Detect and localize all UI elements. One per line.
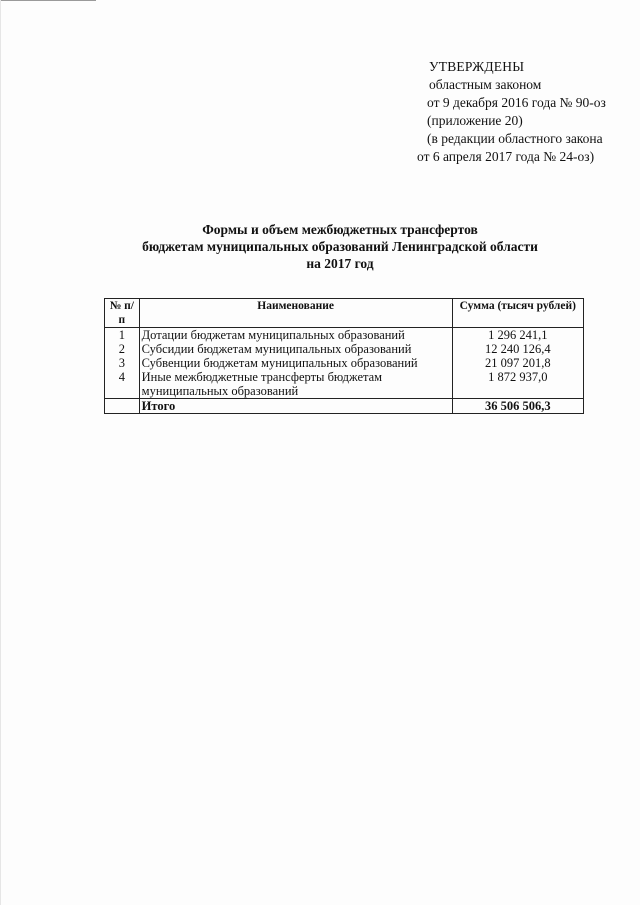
row-name: Дотации бюджетам муниципальных образований [139, 328, 452, 343]
row-sum: 12 240 126,4 [452, 342, 583, 356]
table-row [105, 370, 584, 399]
row-sum: 21 097 201,8 [452, 356, 583, 370]
row-num: 4 [105, 370, 140, 399]
transfers-table [104, 298, 584, 414]
scan-artifact-edge [0, 0, 1, 905]
table-total-row [105, 399, 584, 414]
approval-line-1: УТВЕРЖДЕНЫ [429, 59, 525, 74]
row-num: 3 [105, 356, 140, 370]
scan-artifact-line [0, 0, 96, 1]
approval-line-5: (в редакции областного закона [427, 131, 603, 146]
total-num [105, 399, 140, 414]
row-num: 2 [105, 342, 140, 356]
title-line-2: бюджетам муниципальных образований Ленинградской области [142, 239, 538, 254]
approval-line-6: от 6 апреля 2017 года № 24-оз) [417, 149, 595, 164]
total-sum: 36 506 506,3 [452, 399, 583, 414]
approval-line-2: областным законом [429, 77, 542, 92]
title-line-1: Формы и объем межбюджетных трансфертов [202, 222, 478, 237]
row-name: Иные межбюджетные трансферты бюджетам муниципальных образований [139, 370, 452, 399]
row-sum: 1 872 937,0 [452, 370, 583, 399]
approval-line-3: от 9 декабря 2016 года № 90-оз [427, 95, 606, 110]
approval-block [417, 58, 606, 166]
table-header-row [105, 299, 584, 328]
table-row [105, 342, 584, 356]
table-row [105, 356, 584, 370]
row-num: 1 [105, 328, 140, 343]
approval-line-4: (приложение 20) [427, 113, 523, 128]
total-label: Итого [139, 399, 452, 414]
header-name: Наименование [139, 299, 452, 328]
row-sum: 1 296 241,1 [452, 328, 583, 343]
header-num: № п/п [105, 299, 140, 328]
document-title [100, 221, 580, 272]
header-sum: Сумма (тысяч рублей) [452, 299, 583, 328]
table-row [105, 328, 584, 343]
title-line-3: на 2017 год [306, 256, 374, 271]
row-name: Субсидии бюджетам муниципальных образований [139, 342, 452, 356]
row-name: Субвенции бюджетам муниципальных образований [139, 356, 452, 370]
